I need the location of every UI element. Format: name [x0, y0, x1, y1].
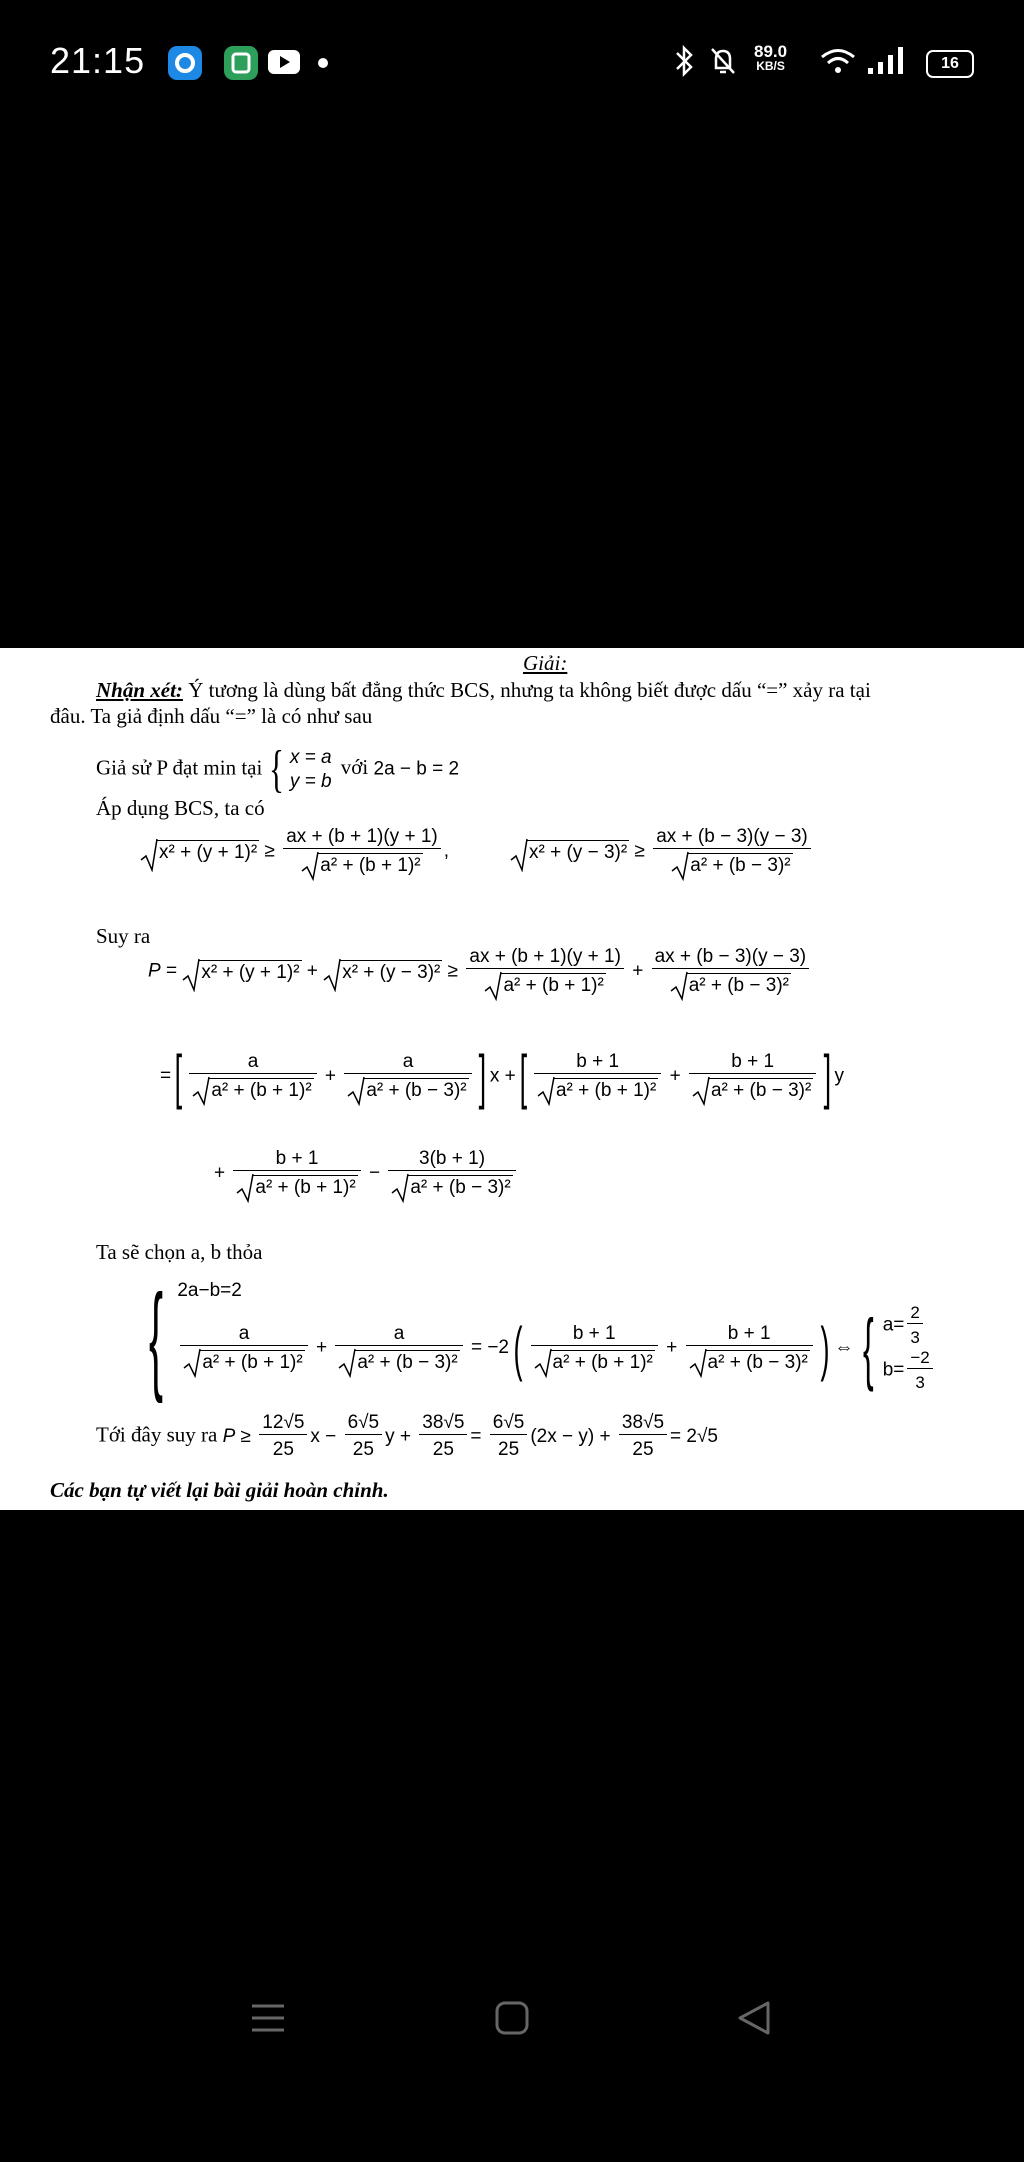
final-line: Tới đây suy ra P ≥ $\frac{12√5}{25}$ x − $\frac{6√5}{25}$ y + $\frac{38√5}{25}$ = $\frac{6√5}{25}$ (2x − y) + $\frac{38√5}{25}$ = 2√5 [96, 1412, 718, 1460]
closing-note: Các bạn tự viết lại bài giải hoàn chỉnh. [50, 1478, 389, 1502]
wifi-icon [818, 44, 858, 78]
sol-a-num: 2 [907, 1303, 922, 1324]
battery-icon: 16 [926, 50, 974, 78]
suppose-line [96, 740, 459, 799]
browser-icon [168, 46, 202, 80]
mute-icon [708, 44, 738, 78]
bracket-expression: = [ $\frac{a}{\text{a² + (b + 1)²}}$ + $\frac{a}{\text{a² + (b − 3)²}}$ ] x + [ $\frac{b + 1}{\text{a² + (b + 1)²}}$ + $\frac{b + 1}{\text{a² + (b − 3)²}}$ ] y [160, 1043, 845, 1110]
final-prefix: Tới đây suy ra [96, 1422, 218, 1447]
system-brace: { [268, 741, 284, 798]
system-2-line-1: 2a−b=2 [177, 1280, 242, 1301]
suy-ra: Suy ra [96, 924, 151, 948]
remark-line-1 [96, 678, 871, 703]
sol-b-den: 3 [915, 1373, 925, 1392]
remark-line-2: đâu. Ta giả định dấu “=” là có như sau [50, 704, 373, 728]
suppose-text: Giả sử P đạt min tại [96, 755, 263, 780]
messenger-icon [224, 46, 258, 80]
network-speed-unit: KB/S [756, 59, 785, 73]
sol-a-lhs: a= [882, 1314, 905, 1336]
condition: 2a − b = 2 [373, 758, 460, 780]
apply-bcs: Áp dụng BCS, ta có [96, 796, 265, 820]
system-1-y: y = b [289, 770, 332, 792]
choose-line: Ta sẽ chọn a, b thỏa [96, 1240, 263, 1264]
back-icon[interactable] [736, 2000, 772, 2036]
constant-term: + $\frac{b + 1}{\text{a² + (b + 1)²}}$ − $\frac{3(b + 1)}{\text{a² + (b − 3)²}}$ [214, 1148, 519, 1199]
bcs-inequality-1: x² + (y + 1)² ≥ $\frac{ax + (b + 1)(y + 1)}{\text{a² + (b + 1)²}}$ , [140, 826, 449, 877]
sol-a-den: 3 [910, 1328, 920, 1347]
system-1-x: x = a [289, 746, 332, 768]
sol-b-lhs: b= [882, 1359, 905, 1381]
system-1 [290, 746, 332, 794]
p-expression: P = x² + (y + 1)² + x² + (y − 3)² ≥ $\frac{ax + (b + 1)(y + 1)}{\text{a² + (b + 1)²}}$ + $\frac{ax + (b - 3)(y - 3)}{\text{a² + (b − 3)²}}$ [148, 946, 812, 997]
system-2: { 2a−b=2 $\frac{a}{\text{a² + (b + 1)²}}$ + $\frac{a}{\text{a² + (b − 3)²}}$ = −2 ( $\frac{b + 1}{\text{a² + (b + 1)²}}$ + $\frac{b + 1}{\text{a² + (b − 3)²}}$ ) ⇔ { a= $\frac{2}{3}$ b= $\frac{-2}{3}$ [140, 1268, 936, 1406]
youtube-icon [268, 50, 300, 74]
sol-b-num: −2 [907, 1348, 932, 1369]
bcs-inequality-2: x² + (y − 3)² ≥ $\frac{ax + (b - 3)(y - 3)}{\text{a² + (b − 3)²}}$ [510, 826, 814, 877]
network-speed [754, 44, 787, 74]
heading: Giải: [523, 651, 568, 675]
menu-icon[interactable] [250, 2000, 286, 2036]
remark-text: Ý tương là dùng bất đẳng thức BCS, nhưng ta không biết được dấu “=” xảy ra tại [182, 678, 871, 702]
network-speed-value: 89.0 [754, 42, 788, 61]
remark-label: Nhận xét: [96, 678, 183, 702]
with-text: với [340, 755, 369, 780]
clock: 21:15 [50, 40, 146, 81]
notification-dot [318, 58, 328, 68]
signal-icon [866, 44, 910, 78]
home-icon[interactable] [494, 2000, 530, 2036]
status-bar [0, 0, 1024, 130]
document-image [0, 648, 1024, 1510]
bluetooth-icon [672, 44, 696, 78]
